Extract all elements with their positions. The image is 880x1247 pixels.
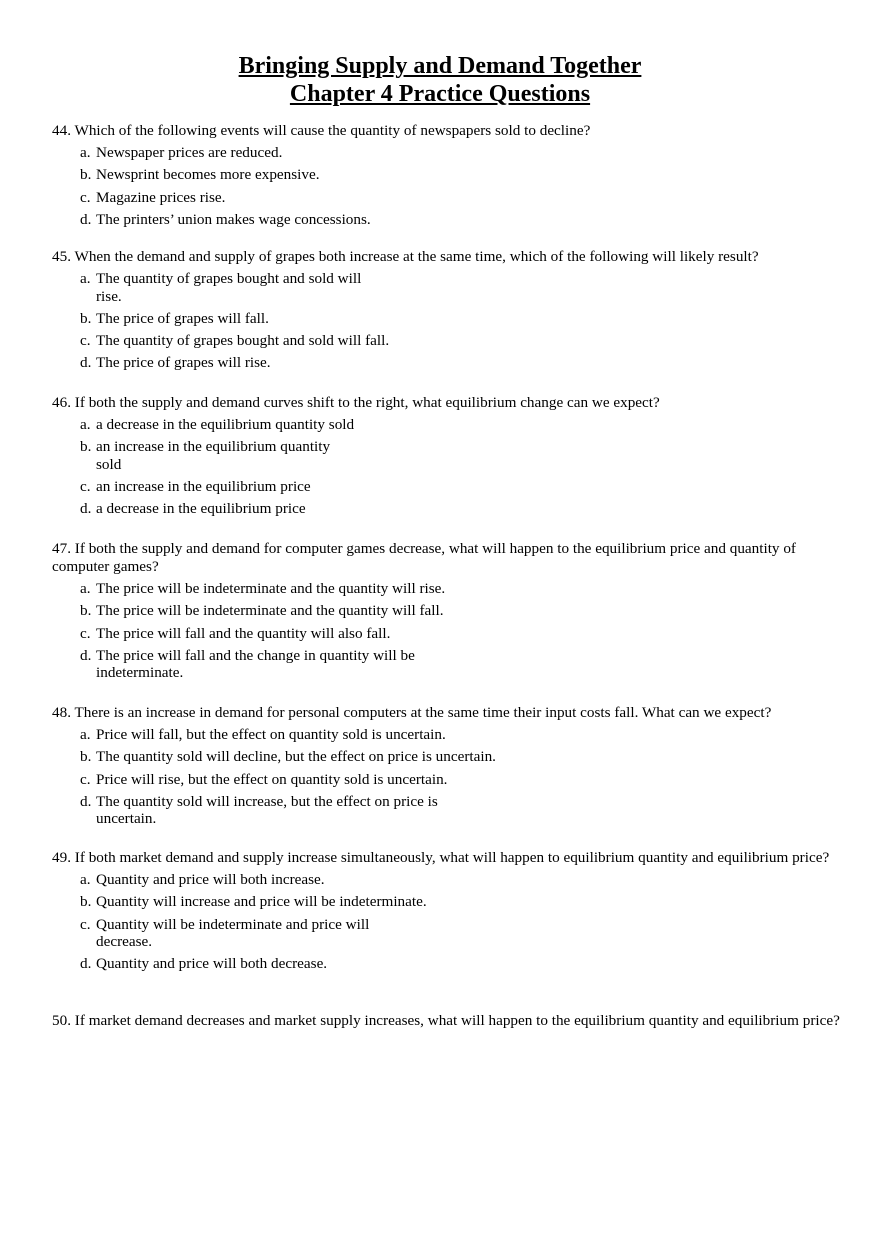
answer-option: d. The price will fall and the change in quantity will be indeterminate. [80,646,415,682]
question-44 [52,122,842,233]
answer-option: a. The price will be indeterminate and the quantity will rise. [80,580,446,597]
answer-option: a. Newspaper prices are reduced. [80,144,283,161]
answer-option: b. The quantity sold will decline, but the effect on price is uncertain. [80,748,496,766]
answer-option: c. an increase in the equilibrium price [80,478,311,496]
question-49 [52,849,842,978]
question-48 [52,704,842,833]
answer-option: d. The printers’ union makes wage concessions. [80,210,371,228]
question-stem: 48. There is an increase in demand for personal computers at the same time their input costs fall. What can we expect? [52,704,772,721]
answer-option: a. Quantity and price will both increase. [80,871,325,888]
answer-options [52,270,842,372]
answer-option: a. a decrease in the equilibrium quantity sold [80,416,355,433]
answer-options [52,416,842,518]
question-46 [52,394,842,523]
answer-option: a. Price will fall, but the effect on quantity sold is uncertain. [80,726,446,743]
answer-option: b. an increase in the equilibrium quantity sold [80,438,331,473]
answer-option: c. The price will fall and the quantity will also fall. [80,624,391,642]
answer-option: d. Quantity and price will both decrease. [80,955,328,973]
answer-options [52,144,842,228]
question-stem: 45. When the demand and supply of grapes both increase at the same time, which of the following will likely result? [52,248,759,265]
answer-options [52,726,842,828]
question-45 [52,248,842,377]
answer-option: c. Price will rise, but the effect on quantity sold is uncertain. [80,770,448,788]
question-stem: 49. If both market demand and supply increase simultaneously, what will happen to equilibrium quantity and equilibrium price? [52,849,830,866]
answer-option: c. The quantity of grapes bought and sold will fall. [80,332,390,350]
answer-option: b. The price of grapes will fall. [80,309,269,327]
answer-option: d. The price of grapes will rise. [80,354,271,372]
answer-option: d. The quantity sold will increase, but the effect on price is uncertain. [80,792,438,828]
page-subtitle: Chapter 4 Practice Questions [289,81,591,107]
answer-option: c. Quantity will be indeterminate and price will decrease. [80,915,370,951]
question-stem: 44. Which of the following events will cause the quantity of newspapers sold to decline? [52,122,591,139]
answer-options [52,871,842,973]
answer-option: b. Newsprint becomes more expensive. [80,166,320,184]
question-47 [52,540,842,687]
answer-option: b. Quantity will increase and price will be indeterminate. [80,893,427,911]
answer-options [52,580,842,682]
answer-option: d. a decrease in the equilibrium price [80,500,306,518]
question-stem: 47. If both the supply and demand for computer games decrease, what will happen to the equilibrium price and quantity of computer games? [52,540,796,575]
page-title: Bringing Supply and Demand Together [238,53,642,79]
answer-option: c. Magazine prices rise. [80,188,226,206]
answer-option: b. The price will be indeterminate and the quantity will fall. [80,602,444,620]
question-stem: 46. If both the supply and demand curves shift to the right, what equilibrium change can we expect? [52,394,660,411]
question-50 [52,1012,842,1030]
question-stem: 50. If market demand decreases and market supply increases, what will happen to the equilibrium quantity and equilibrium price? [52,1012,840,1029]
answer-option: a. The quantity of grapes bought and sold will rise. [80,270,362,305]
